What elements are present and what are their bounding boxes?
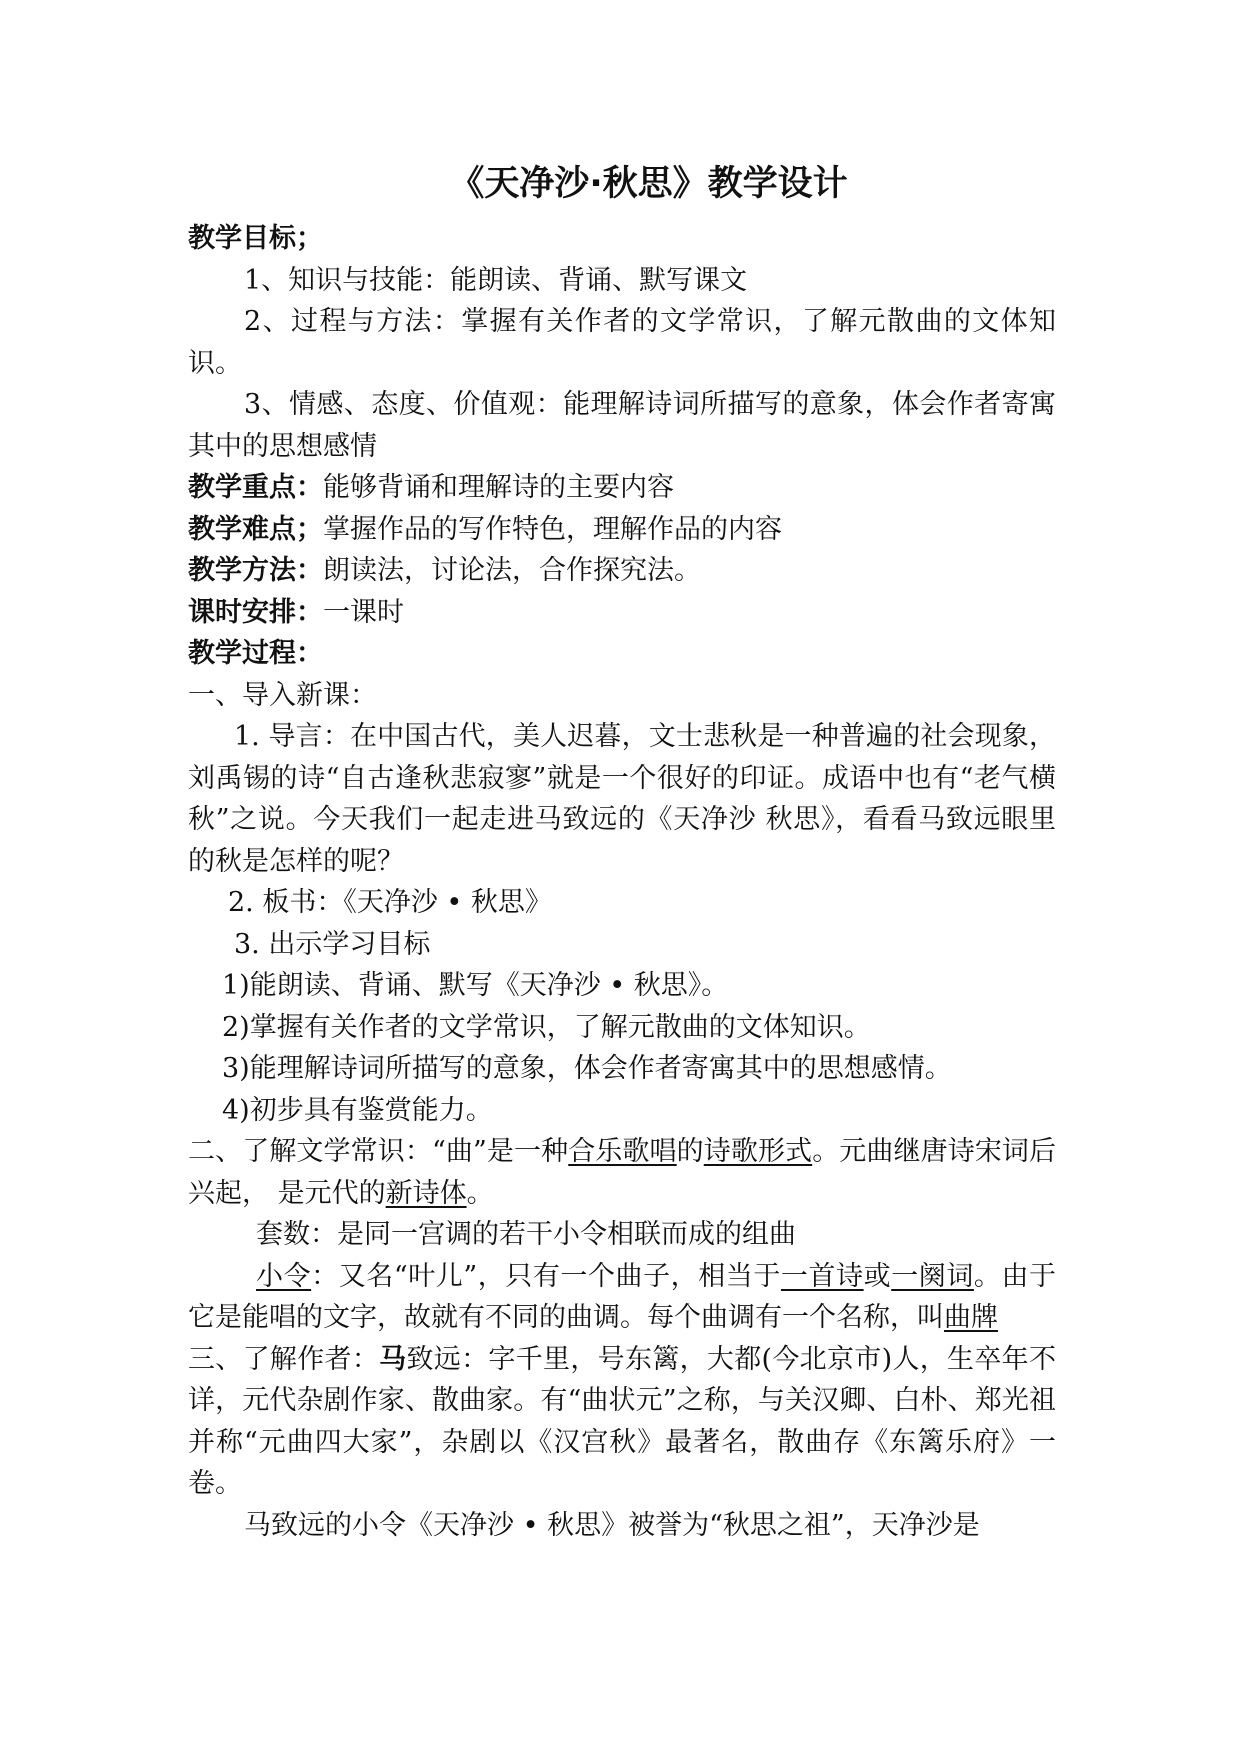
underlined-term: 诗歌形式 — [703, 1136, 813, 1167]
section3-author — [188, 1339, 1056, 1505]
underlined-term: 小令 — [256, 1260, 312, 1292]
section2-xiaoling — [188, 1256, 1056, 1339]
text-run: 或 — [863, 1260, 892, 1292]
section2-literature — [188, 1131, 1056, 1214]
goal-item: 2)掌握有关作者的文学常识，了解元散曲的文体知识。 — [222, 1011, 871, 1043]
goal-item: 4)初步具有鉴赏能力。 — [222, 1094, 493, 1126]
text-run: 致远：字千里，号东篱，大都(今北京市)人，生卒年不详，元代杂剧作家、散曲家。有“曲状元”之称，与关汉卿、白朴、郑光祖并称“元曲四大家”，杂剧以《汉宫秋》最著名，散曲存《东篱乐府》一卷。 — [188, 1343, 1056, 1499]
underlined-term: 曲牌 — [944, 1302, 998, 1333]
schedule-label: 课时安排： — [188, 596, 323, 628]
document-title: 《天净沙·秋思》教学设计 — [449, 164, 848, 204]
objective-item: 3、情感、态度、价值观：能理解诗词所描写的意象，体会作者寄寓其中的思想感情 — [188, 389, 1056, 462]
section1-board: 2. 板书：《天净沙 • 秋思》 — [228, 887, 552, 918]
key-point-label: 教学重点： — [188, 472, 323, 503]
text-run: 的 — [676, 1136, 704, 1167]
method-label: 教学方法： — [188, 555, 323, 586]
process-heading: 教学过程： — [188, 638, 323, 669]
objective-item: 2、过程与方法：掌握有关作者的文学常识，了解元散曲的文体知识。 — [188, 306, 1056, 379]
key-point-line — [188, 467, 1056, 509]
section2-taoshu: 套数：是同一宫调的若干小令相联而成的组曲 — [256, 1219, 796, 1250]
underlined-term: 一首诗 — [780, 1260, 864, 1292]
section1-heading: 一、导入新课： — [188, 679, 377, 711]
objectives-heading: 教学目标； — [188, 223, 323, 254]
text-run: 。由于它是能唱的文字，故就有不同的曲调。每个曲调有一个名称，叫 — [188, 1260, 1057, 1333]
underlined-term: 新诗体 — [385, 1177, 467, 1209]
method-text: 朗读法，讨论法，合作探究法。 — [323, 555, 701, 586]
difficulty-text: 掌握作品的写作特色，理解作品的内容 — [323, 513, 782, 545]
section1-goals-heading: 3. 出示学习目标 — [234, 928, 431, 960]
schedule-line — [188, 592, 1056, 634]
difficulty-label: 教学难点； — [188, 513, 323, 545]
goal-item: 1)能朗读、背诵、默写《天净沙 • 秋思》。 — [222, 970, 729, 1001]
text-run: 。 — [466, 1177, 494, 1209]
goal-item: 3)能理解诗词所描写的意象，体会作者寄寓其中的思想感情。 — [222, 1053, 952, 1084]
key-point-text: 能够背诵和理解诗的主要内容 — [323, 472, 674, 503]
section1-intro: 1. 导言：在中国古代，美人迟暮，文士悲秋是一种普遍的社会现象，刘禹锡的诗“自古逢秋悲寂寥”就是一个很好的印证。成语中也有“老气横秋”之说。今天我们一起走进马致远的《天净沙 秋思》，看看马致远眼里的秋是怎样的呢？ — [188, 721, 1056, 877]
section3-work: 马致远的小令《天净沙 • 秋思》被誉为“秋思之祖”，天净沙是 — [244, 1509, 980, 1541]
underlined-term: 合乐歌唱 — [568, 1136, 677, 1167]
text-run: ：又名“叶儿”，只有一个曲子，相当于 — [311, 1260, 781, 1292]
schedule-text: 一课时 — [323, 596, 404, 628]
underlined-term: 一阕词 — [891, 1260, 974, 1292]
text-run: 三、了解作者： — [188, 1343, 380, 1375]
difficulty-line — [188, 509, 1056, 551]
objective-item: 1、知识与技能：能朗读、背诵、默写课文 — [244, 264, 748, 296]
text-run: 二、了解文学常识：“曲”是一种 — [188, 1136, 569, 1167]
text-run: 。元曲继唐诗宋词后兴起， 是元代的 — [188, 1136, 1057, 1209]
document-body — [188, 218, 1056, 1546]
method-line — [188, 550, 1056, 592]
bold-char: 马 — [379, 1343, 407, 1375]
